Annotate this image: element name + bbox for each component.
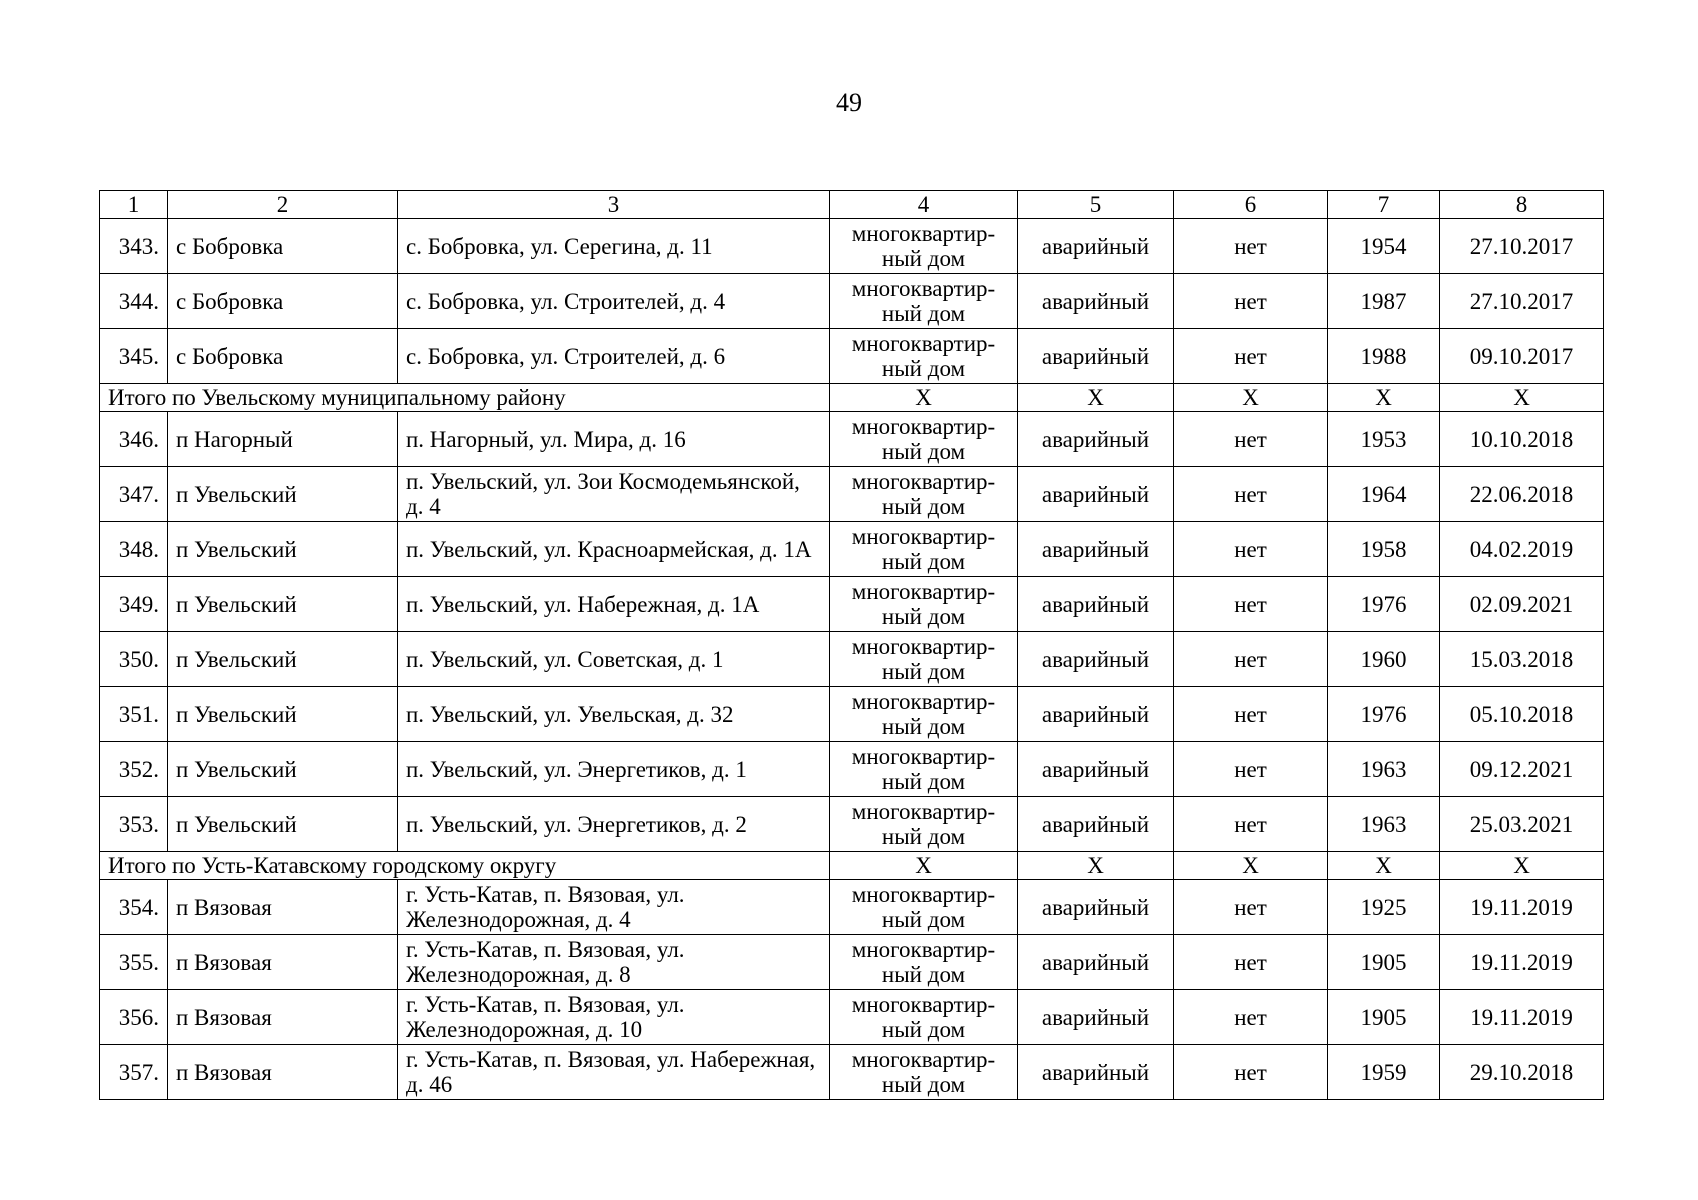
address-cell: п. Увельский, ул. Энергетиков, д. 1 xyxy=(398,742,830,797)
column-header: 7 xyxy=(1328,191,1440,219)
building-type-cell: многоквартир-ный дом xyxy=(830,467,1018,522)
condition-cell: аварийный xyxy=(1018,632,1174,687)
subtotal-cell-7: X xyxy=(1328,384,1440,412)
date-cell: 19.11.2019 xyxy=(1440,990,1604,1045)
address-cell: п. Увельский, ул. Набережная, д. 1А xyxy=(398,577,830,632)
year-cell: 1987 xyxy=(1328,274,1440,329)
column-6-cell: нет xyxy=(1174,880,1328,935)
column-6-cell: нет xyxy=(1174,935,1328,990)
address-cell: п. Увельский, ул. Энергетиков, д. 2 xyxy=(398,797,830,852)
date-cell: 05.10.2018 xyxy=(1440,687,1604,742)
column-6-cell: нет xyxy=(1174,990,1328,1045)
settlement-cell: п Увельский xyxy=(168,742,398,797)
table-row xyxy=(100,219,1604,274)
settlement-cell: п Вязовая xyxy=(168,935,398,990)
condition-cell: аварийный xyxy=(1018,522,1174,577)
condition-cell: аварийный xyxy=(1018,880,1174,935)
column-header: 4 xyxy=(830,191,1018,219)
condition-cell: аварийный xyxy=(1018,467,1174,522)
row-number: 354. xyxy=(100,880,168,935)
building-type-cell: многоквартир-ный дом xyxy=(830,219,1018,274)
row-number: 353. xyxy=(100,797,168,852)
year-cell: 1963 xyxy=(1328,797,1440,852)
address-cell: г. Усть-Катав, п. Вязовая, ул. Железнодорожная, д. 4 xyxy=(398,880,830,935)
table-row xyxy=(100,990,1604,1045)
condition-cell: аварийный xyxy=(1018,274,1174,329)
settlement-cell: п Увельский xyxy=(168,632,398,687)
column-6-cell: нет xyxy=(1174,797,1328,852)
settlement-cell: п Увельский xyxy=(168,687,398,742)
settlement-cell: с Бобровка xyxy=(168,219,398,274)
year-cell: 1954 xyxy=(1328,219,1440,274)
column-number-row xyxy=(100,191,1604,219)
subtotal-cell-8: X xyxy=(1440,852,1604,880)
building-type-cell: многоквартир-ный дом xyxy=(830,935,1018,990)
building-type-cell: многоквартир-ный дом xyxy=(830,577,1018,632)
subtotal-cell-7: X xyxy=(1328,852,1440,880)
row-number: 352. xyxy=(100,742,168,797)
date-cell: 27.10.2017 xyxy=(1440,219,1604,274)
subtotal-cell-4: X xyxy=(830,384,1018,412)
building-type-cell: многоквартир-ный дом xyxy=(830,687,1018,742)
address-cell: п. Увельский, ул. Советская, д. 1 xyxy=(398,632,830,687)
table-row xyxy=(100,412,1604,467)
column-header: 6 xyxy=(1174,191,1328,219)
column-6-cell: нет xyxy=(1174,329,1328,384)
building-type-cell: многоквартир-ный дом xyxy=(830,412,1018,467)
address-cell: г. Усть-Катав, п. Вязовая, ул. Железнодорожная, д. 8 xyxy=(398,935,830,990)
address-cell: с. Бобровка, ул. Строителей, д. 6 xyxy=(398,329,830,384)
table-row xyxy=(100,880,1604,935)
condition-cell: аварийный xyxy=(1018,577,1174,632)
column-6-cell: нет xyxy=(1174,219,1328,274)
column-6-cell: нет xyxy=(1174,742,1328,797)
subtotal-label: Итого по Увельскому муниципальному району xyxy=(100,384,830,412)
date-cell: 27.10.2017 xyxy=(1440,274,1604,329)
settlement-cell: п Вязовая xyxy=(168,1045,398,1100)
date-cell: 10.10.2018 xyxy=(1440,412,1604,467)
table-row xyxy=(100,742,1604,797)
subtotal-cell-5: X xyxy=(1018,852,1174,880)
settlement-cell: с Бобровка xyxy=(168,329,398,384)
page-number: 49 xyxy=(836,88,862,117)
housing-registry-table xyxy=(99,190,1604,1100)
condition-cell: аварийный xyxy=(1018,219,1174,274)
building-type-cell: многоквартир-ный дом xyxy=(830,274,1018,329)
year-cell: 1958 xyxy=(1328,522,1440,577)
row-number: 355. xyxy=(100,935,168,990)
table-row xyxy=(100,329,1604,384)
date-cell: 22.06.2018 xyxy=(1440,467,1604,522)
date-cell: 25.03.2021 xyxy=(1440,797,1604,852)
date-cell: 02.09.2021 xyxy=(1440,577,1604,632)
column-header: 8 xyxy=(1440,191,1604,219)
table-row xyxy=(100,687,1604,742)
year-cell: 1953 xyxy=(1328,412,1440,467)
address-cell: г. Усть-Катав, п. Вязовая, ул. Набережная, д. 46 xyxy=(398,1045,830,1100)
column-6-cell: нет xyxy=(1174,577,1328,632)
year-cell: 1988 xyxy=(1328,329,1440,384)
date-cell: 09.10.2017 xyxy=(1440,329,1604,384)
year-cell: 1905 xyxy=(1328,935,1440,990)
year-cell: 1905 xyxy=(1328,990,1440,1045)
row-number: 356. xyxy=(100,990,168,1045)
table-body xyxy=(100,191,1604,1100)
row-number: 343. xyxy=(100,219,168,274)
condition-cell: аварийный xyxy=(1018,412,1174,467)
address-cell: с. Бобровка, ул. Серегина, д. 11 xyxy=(398,219,830,274)
subtotal-cell-6: X xyxy=(1174,384,1328,412)
building-type-cell: многоквартир-ный дом xyxy=(830,880,1018,935)
building-type-cell: многоквартир-ный дом xyxy=(830,632,1018,687)
address-cell: п. Увельский, ул. Зои Космодемьянской, д. 4 xyxy=(398,467,830,522)
date-cell: 19.11.2019 xyxy=(1440,935,1604,990)
table-row xyxy=(100,935,1604,990)
settlement-cell: п Увельский xyxy=(168,797,398,852)
table-row xyxy=(100,797,1604,852)
condition-cell: аварийный xyxy=(1018,990,1174,1045)
row-number: 344. xyxy=(100,274,168,329)
subtotal-cell-5: X xyxy=(1018,384,1174,412)
building-type-cell: многоквартир-ный дом xyxy=(830,742,1018,797)
condition-cell: аварийный xyxy=(1018,329,1174,384)
row-number: 345. xyxy=(100,329,168,384)
row-number: 350. xyxy=(100,632,168,687)
column-header: 2 xyxy=(168,191,398,219)
date-cell: 15.03.2018 xyxy=(1440,632,1604,687)
row-number: 357. xyxy=(100,1045,168,1100)
condition-cell: аварийный xyxy=(1018,687,1174,742)
column-header: 5 xyxy=(1018,191,1174,219)
year-cell: 1960 xyxy=(1328,632,1440,687)
subtotal-row xyxy=(100,852,1604,880)
address-cell: г. Усть-Катав, п. Вязовая, ул. Железнодорожная, д. 10 xyxy=(398,990,830,1045)
row-number: 348. xyxy=(100,522,168,577)
settlement-cell: п Нагорный xyxy=(168,412,398,467)
building-type-cell: многоквартир-ный дом xyxy=(830,797,1018,852)
subtotal-cell-6: X xyxy=(1174,852,1328,880)
column-6-cell: нет xyxy=(1174,1045,1328,1100)
column-header: 3 xyxy=(398,191,830,219)
building-type-cell: многоквартир-ный дом xyxy=(830,522,1018,577)
table-row xyxy=(100,522,1604,577)
settlement-cell: п Увельский xyxy=(168,467,398,522)
row-number: 351. xyxy=(100,687,168,742)
year-cell: 1976 xyxy=(1328,577,1440,632)
year-cell: 1925 xyxy=(1328,880,1440,935)
year-cell: 1959 xyxy=(1328,1045,1440,1100)
building-type-cell: многоквартир-ный дом xyxy=(830,329,1018,384)
address-cell: п. Нагорный, ул. Мира, д. 16 xyxy=(398,412,830,467)
condition-cell: аварийный xyxy=(1018,1045,1174,1100)
column-6-cell: нет xyxy=(1174,412,1328,467)
date-cell: 09.12.2021 xyxy=(1440,742,1604,797)
column-header: 1 xyxy=(100,191,168,219)
row-number: 349. xyxy=(100,577,168,632)
settlement-cell: с Бобровка xyxy=(168,274,398,329)
subtotal-row xyxy=(100,384,1604,412)
date-cell: 29.10.2018 xyxy=(1440,1045,1604,1100)
condition-cell: аварийный xyxy=(1018,797,1174,852)
settlement-cell: п Увельский xyxy=(168,577,398,632)
date-cell: 04.02.2019 xyxy=(1440,522,1604,577)
building-type-cell: многоквартир-ный дом xyxy=(830,1045,1018,1100)
row-number: 346. xyxy=(100,412,168,467)
date-cell: 19.11.2019 xyxy=(1440,880,1604,935)
condition-cell: аварийный xyxy=(1018,742,1174,797)
column-6-cell: нет xyxy=(1174,687,1328,742)
settlement-cell: п Вязовая xyxy=(168,990,398,1045)
subtotal-cell-4: X xyxy=(830,852,1018,880)
column-6-cell: нет xyxy=(1174,522,1328,577)
subtotal-cell-8: X xyxy=(1440,384,1604,412)
settlement-cell: п Вязовая xyxy=(168,880,398,935)
year-cell: 1976 xyxy=(1328,687,1440,742)
column-6-cell: нет xyxy=(1174,467,1328,522)
address-cell: с. Бобровка, ул. Строителей, д. 4 xyxy=(398,274,830,329)
year-cell: 1963 xyxy=(1328,742,1440,797)
address-cell: п. Увельский, ул. Красноармейская, д. 1А xyxy=(398,522,830,577)
year-cell: 1964 xyxy=(1328,467,1440,522)
table-row xyxy=(100,577,1604,632)
settlement-cell: п Увельский xyxy=(168,522,398,577)
column-6-cell: нет xyxy=(1174,274,1328,329)
condition-cell: аварийный xyxy=(1018,935,1174,990)
table-row xyxy=(100,632,1604,687)
building-type-cell: многоквартир-ный дом xyxy=(830,990,1018,1045)
subtotal-label: Итого по Усть-Катавскому городскому округу xyxy=(100,852,830,880)
column-6-cell: нет xyxy=(1174,632,1328,687)
row-number: 347. xyxy=(100,467,168,522)
table-row xyxy=(100,1045,1604,1100)
table-row xyxy=(100,467,1604,522)
address-cell: п. Увельский, ул. Увельская, д. 32 xyxy=(398,687,830,742)
table-row xyxy=(100,274,1604,329)
